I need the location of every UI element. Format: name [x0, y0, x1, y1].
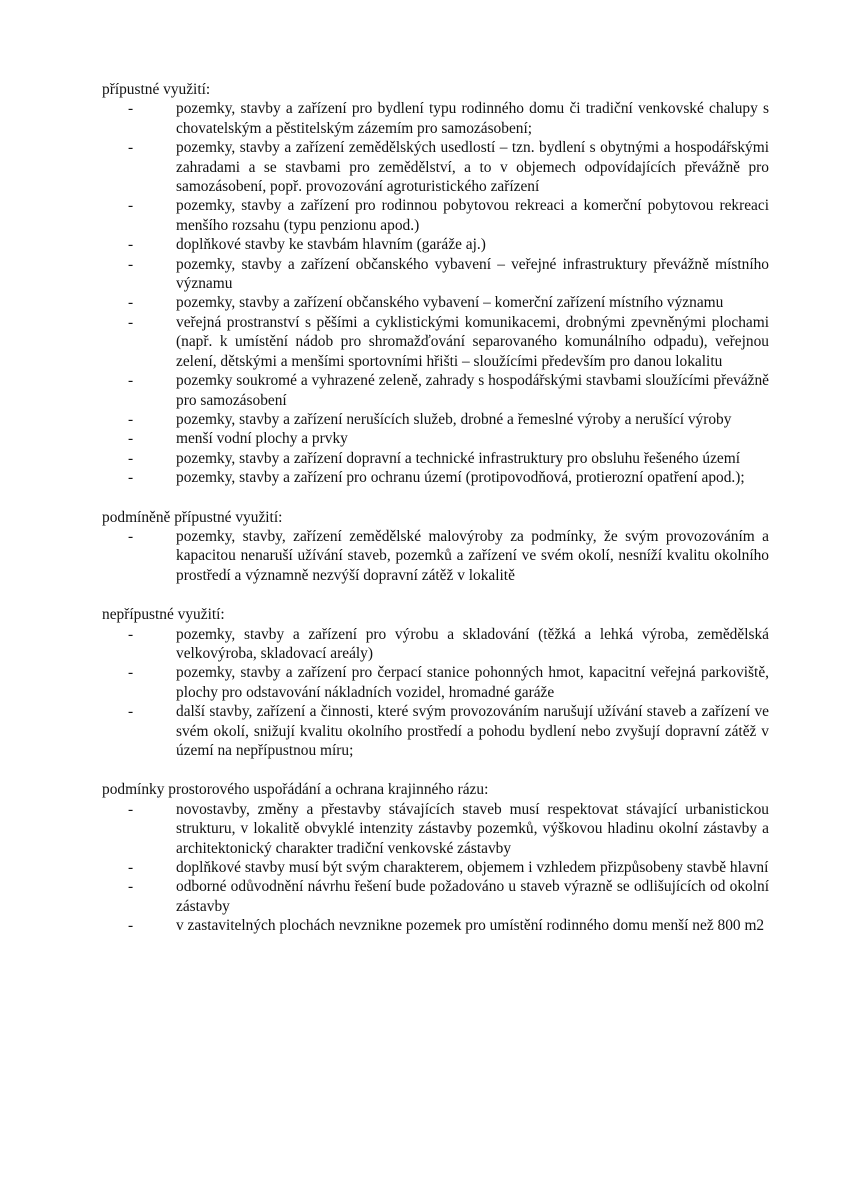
list-item-text: pozemky soukromé a vyhrazené zeleně, zahrady s hospodářskými stavbami sloužícími převážně pro samozásobení — [176, 372, 769, 409]
section-heading: přípustné využití: — [102, 81, 211, 98]
list-item-text: další stavby, zařízení a činnosti, které svým provozováním narušují užívání staveb a zařízení ve svém okolí, snižují kvalitu okolního prostředí a pohodu bydlení nebo zvyšují dopravní zátěž v území na nepřípustnou míru; — [176, 703, 769, 759]
bullet-dash: - — [128, 372, 134, 390]
list-item-text: novostavby, změny a přestavby stávajících staveb musí respektovat stávající urbanistickou strukturu, v lokalitě obvyklé intenzity zástavby pozemků, výškovou hladinu okolní zástavby a architektonický charakter tradiční venkovské zástavby — [176, 800, 769, 857]
section-permitted-use — [0, 80, 849, 488]
section-heading: nepřípustné využití: — [102, 606, 225, 624]
bullet-list — [0, 99, 849, 487]
bullet-list — [0, 800, 849, 936]
list-item-text: doplňkové stavby musí být svým charakterem, objemem i vzhledem přizpůsobeny stavbě hlavní — [176, 859, 769, 877]
list-item — [0, 313, 849, 371]
list-item — [0, 138, 849, 196]
bullet-dash: - — [128, 139, 134, 157]
list-item — [0, 429, 849, 448]
list-item — [0, 468, 849, 487]
bullet-dash: - — [128, 469, 134, 487]
bullet-dash: - — [128, 917, 134, 935]
list-item — [0, 663, 849, 702]
list-item — [0, 196, 849, 235]
bullet-list — [0, 625, 849, 761]
list-item-text: pozemky, stavby a zařízení občanského vybavení – komerční zařízení místního významu — [176, 294, 724, 312]
section-conditional-use — [0, 508, 849, 586]
section-heading: podmínky prostorového uspořádání a ochrana krajinného rázu: — [102, 781, 489, 799]
list-item-text: pozemky, stavby a zařízení pro ochranu území (protipovodňová, protierozní opatření apod.); — [176, 469, 745, 487]
bullet-dash: - — [128, 197, 134, 215]
bullet-dash: - — [128, 527, 134, 545]
section-spatial-conditions — [0, 780, 849, 935]
bullet-dash: - — [128, 859, 134, 877]
bullet-list — [0, 527, 849, 585]
list-item — [0, 527, 849, 585]
bullet-dash: - — [128, 313, 134, 331]
document-page — [0, 80, 849, 956]
list-item-text: pozemky, stavby a zařízení pro rodinnou pobytovou rekreaci a komerční pobytovou rekreaci menšího rozsahu (typu penzionu apod.) — [176, 197, 769, 234]
bullet-dash: - — [128, 800, 134, 818]
list-item-text: v zastavitelných plochách nevznikne pozemek pro umístění rodinného domu menší než 800 m2 — [176, 917, 765, 935]
list-item-text: pozemky, stavby a zařízení pro čerpací stanice pohonných hmot, kapacitní veřejná parkoviště, plochy pro odstavování nákladních vozidel, hromadné garáže — [176, 664, 769, 701]
list-item-text: pozemky, stavby a zařízení zemědělských usedlostí – tzn. bydlení s obytnými a hospodářskými zahradami a se stavbami pro zemědělství, a to v objemech odpovídajících převážně pro samozásobení, popř. provozování agroturistického zařízení — [176, 139, 769, 196]
list-item — [0, 410, 849, 429]
bullet-dash: - — [128, 878, 134, 896]
list-item-text: pozemky, stavby, zařízení zemědělské malovýroby za podmínky, že svým provozováním a kapacitou nenaruší užívání staveb, pozemků a zařízení ve svém okolí, nesníží kvalitu okolního prostředí a významně nezvýší dopravní zátěž v lokalitě — [176, 527, 769, 584]
bullet-dash: - — [128, 664, 134, 682]
list-item-text: pozemky, stavby a zařízení nerušících služeb, drobné a řemeslné výroby a nerušící výroby — [176, 410, 732, 428]
bullet-dash: - — [128, 294, 134, 312]
bullet-dash: - — [128, 449, 134, 467]
list-item — [0, 877, 849, 916]
bullet-dash: - — [128, 625, 134, 643]
list-item — [0, 235, 849, 254]
list-item — [0, 625, 849, 664]
bullet-dash: - — [128, 703, 134, 721]
list-item — [0, 916, 849, 935]
list-item-text: veřejná prostranství s pěšími a cyklistickými komunikacemi, drobnými zpevněnými plochami (např. k umístění nádob pro shromažďování separovaného komunálního odpadu), veřejnou zelení, dětskými a menšími sportovními hřišti – sloužícími především pro danou lokalitu — [176, 313, 769, 370]
bullet-dash: - — [128, 430, 134, 448]
list-item-text: odborné odůvodnění návrhu řešení bude požadováno u staveb výrazně se odlišujících od okolní zástavby — [176, 878, 769, 915]
list-item — [0, 99, 849, 138]
list-item — [0, 255, 849, 294]
bullet-dash: - — [128, 410, 134, 428]
section-prohibited-use — [0, 605, 849, 760]
section-heading: podmíněně přípustné využití: — [102, 508, 283, 526]
list-item — [0, 702, 849, 760]
list-item-text: menší vodní plochy a prvky — [176, 430, 348, 448]
list-item — [0, 371, 849, 410]
list-item — [0, 800, 849, 858]
list-item-text: pozemky, stavby a zařízení pro bydlení typu rodinného domu či tradiční venkovské chalupy s chovatelským a pěstitelským zázemím pro samozásobení; — [176, 100, 769, 137]
list-item — [0, 449, 849, 468]
list-item-text: pozemky, stavby a zařízení dopravní a technické infrastruktury pro obsluhu řešeného území — [176, 449, 740, 467]
bullet-dash: - — [128, 236, 134, 254]
bullet-dash: - — [128, 255, 134, 273]
list-item — [0, 293, 849, 312]
list-item-text: pozemky, stavby a zařízení pro výrobu a skladování (těžká a lehká výroba, zemědělská velkovýroba, skladovací areály) — [176, 625, 769, 662]
list-item-text: doplňkové stavby ke stavbám hlavním (garáže aj.) — [176, 236, 486, 254]
list-item — [0, 858, 849, 877]
list-item-text: pozemky, stavby a zařízení občanského vybavení – veřejné infrastruktury převážně místního významu — [176, 255, 769, 293]
bullet-dash: - — [128, 100, 134, 118]
